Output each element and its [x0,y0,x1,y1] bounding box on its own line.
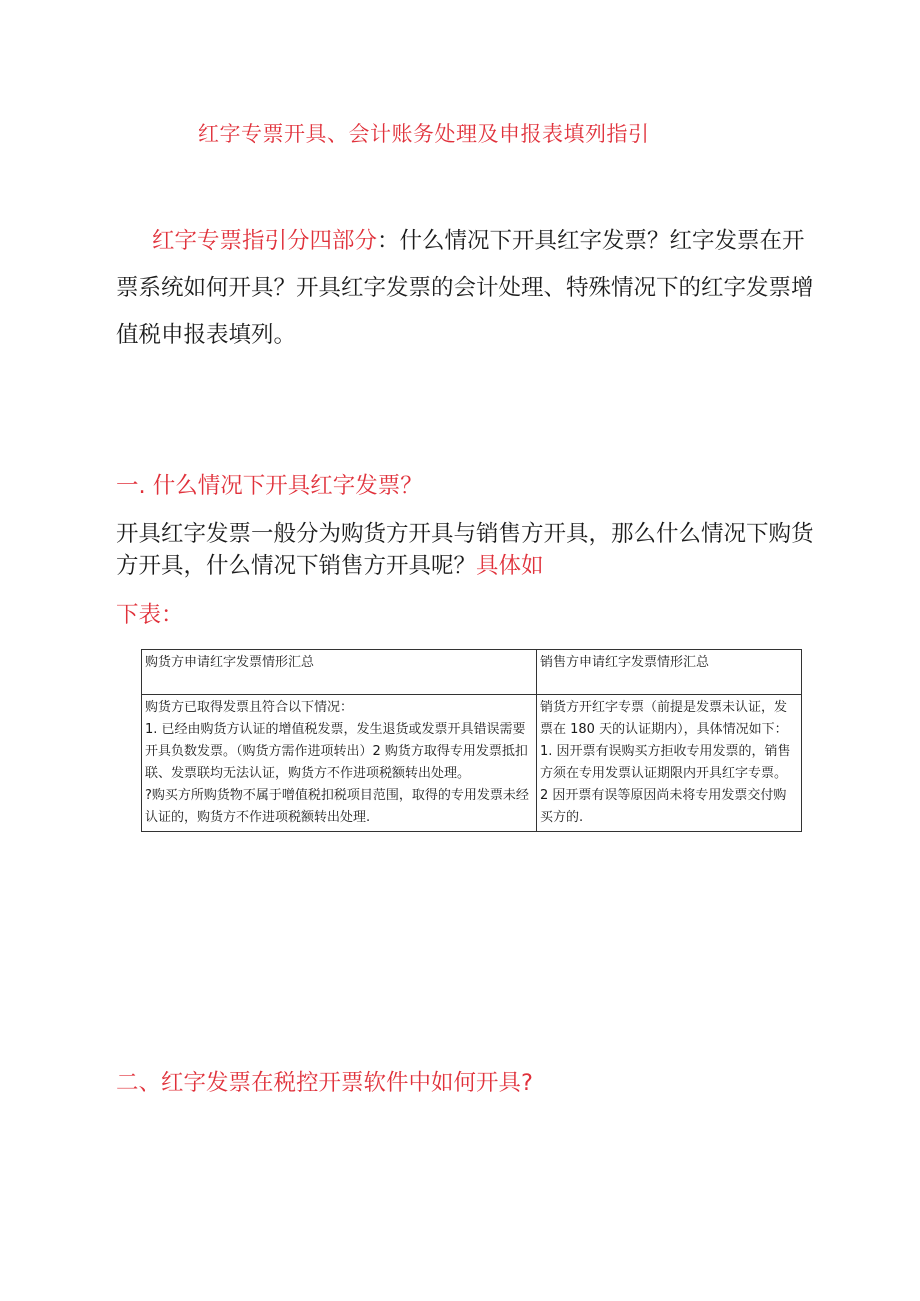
seller-line: 1. 因开票有误购买方拒收专用发票的，销售方须在专用发票认证期限内开具红字专票。 [540,744,791,781]
intro-lead: 红字专票指引分四部分 [152,228,378,254]
seller-line: 2 因开票有误等原因尚未将专用发票交付购买方的. [540,788,787,825]
document-title: 红字专票开具、会计账务处理及申报表填列指引 [198,122,650,146]
section-1-heading: 一. 什么情况下开具红字发票？ [116,473,423,499]
buyer-line: 1. 已经由购货方认证的增值税发票，发生退货或发票开具错误需要开具负数发票。（购货方需作进项转出）2 购货方取得专用发票抵扣联、发票联均无法认证，购货方不作进项税额转出处理。 [145,722,528,781]
red-invoice-summary-table [141,649,802,832]
section-1-tail: 具体如 [476,553,544,579]
intro-text: ：什么情况下开具红字发票？红字发票在开票系统如何开具？开具红字发票的会计处理、特殊情况下的红字发票增值税申报表填列。 [116,228,814,348]
section-1-paragraph-next: 下表： [116,602,184,628]
seller-line: 销货方开红字专票（前提是发票未认证，发票在 180 天的认证期内），具体情况如下： [540,700,788,737]
buyer-cases-cell [142,695,537,832]
section-1-text: 开具红字发票一般分为购货方开具与销售方开具，那么什么情况下购货方开具，什么情况下销售方开具呢？ [116,521,814,579]
intro-paragraph [116,218,816,359]
section-2-heading: 二、红字发票在税控开票软件中如何开具? [116,1070,533,1096]
buyer-header-cell: 购货方申请红字发票情形汇总 [142,650,537,695]
buyer-line: ?购买方所购货物不属于噌值税扣税项目范围，取得的专用发票未经认证的，购货方不作进项税额转出处理. [145,788,529,825]
section-1-paragraph [116,518,816,582]
table-row [142,695,802,832]
buyer-line: 购货方已取得发票且符合以下情况： [145,700,354,715]
seller-header-cell: 销售方申请红字发票情形汇总 [537,650,802,695]
seller-cases-cell [537,695,802,832]
table-header-row [142,650,802,695]
